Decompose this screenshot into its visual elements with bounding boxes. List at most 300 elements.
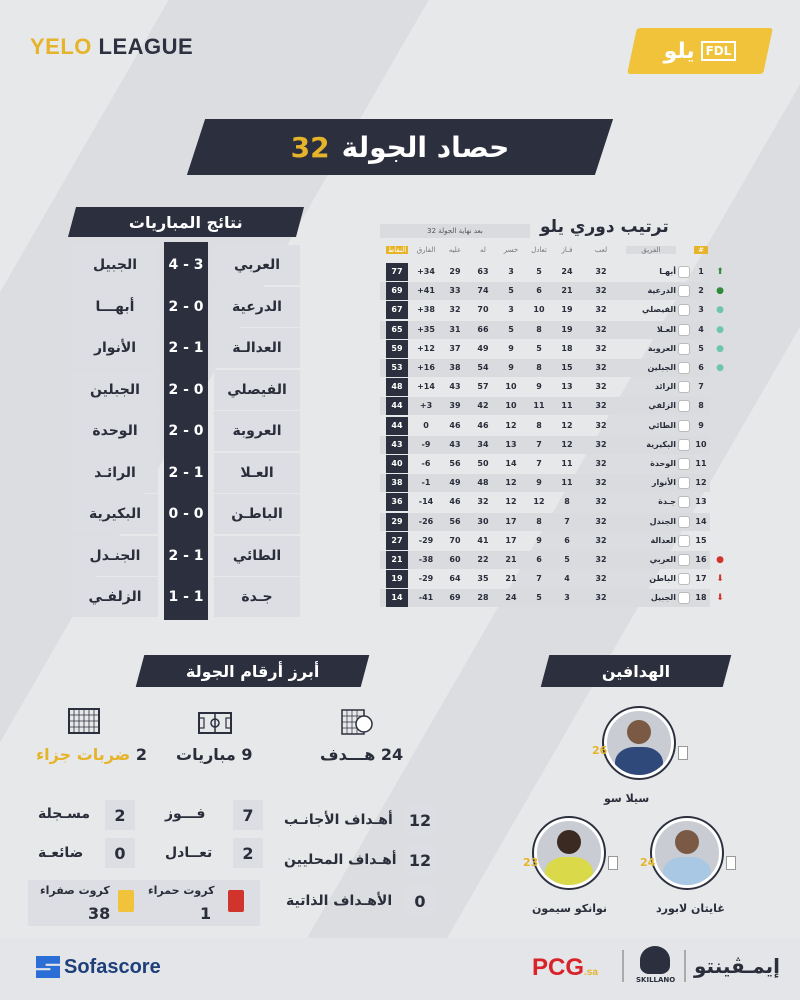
pts-cell: 19 <box>386 570 408 588</box>
ga-cell: 64 <box>449 574 461 584</box>
goals-label: هـــدف <box>320 745 376 764</box>
table-row <box>380 455 710 473</box>
team-cell: الفيصلي <box>641 305 676 315</box>
team-cell: الزلفي <box>648 401 676 411</box>
drawn-cell: 7 <box>536 574 542 584</box>
table-row <box>380 263 710 281</box>
team-cell: الباطن <box>649 574 676 584</box>
drawn-cell: 8 <box>536 324 542 334</box>
home-team: الدرعية <box>214 287 300 327</box>
pcg-sub: .sa <box>584 967 598 978</box>
lost-cell: 3 <box>508 267 514 276</box>
table-row <box>380 493 710 511</box>
foreign-goals-label: أهـداف الأجانـب <box>284 812 393 828</box>
gf-cell: 74 <box>477 286 489 296</box>
rank-cell: 18 <box>695 593 707 603</box>
away-team: الجنـدل <box>72 536 158 576</box>
played-cell: 32 <box>595 267 607 276</box>
drawn-cell: 9 <box>536 478 542 488</box>
scorers-heading <box>541 655 732 687</box>
team-cell: العربي <box>649 555 676 564</box>
ga-cell: 31 <box>449 324 461 334</box>
local-goals-value: 12 <box>405 845 435 875</box>
club-badge-icon <box>678 400 690 412</box>
stats-heading <box>136 655 370 687</box>
standings-heading: ترتيب دوري يلو <box>540 217 669 237</box>
club-badge-icon <box>678 535 690 547</box>
gf-cell: 35 <box>477 574 489 584</box>
team-cell: جـدة <box>658 497 676 507</box>
col-won: فـاز <box>561 246 573 254</box>
lost-cell: 24 <box>505 593 517 603</box>
lost-cell: 5 <box>508 324 514 334</box>
table-row <box>380 359 710 377</box>
pcg-logo <box>532 954 598 982</box>
gf-cell: 34 <box>477 439 489 449</box>
page-title <box>196 119 604 175</box>
rank-cell: 2 <box>698 286 704 296</box>
matches-label: مباريات <box>176 745 236 764</box>
logo-league-text: LEAGUE <box>91 34 194 59</box>
own-goals-label: الأهـداف الذاتية <box>286 893 393 909</box>
player-3-first: نوانكو <box>574 902 608 915</box>
pitch-icon <box>198 712 232 734</box>
rank-cell: 9 <box>698 420 704 430</box>
pts-cell: 59 <box>386 340 408 358</box>
club-badge-icon <box>678 343 690 355</box>
lost-cell: 14 <box>505 459 517 468</box>
ga-cell: 43 <box>449 382 461 392</box>
match-row <box>72 577 300 617</box>
goals-stat <box>320 745 403 764</box>
fdl-logo-arabic: يلو <box>663 38 695 64</box>
lost-cell: 12 <box>505 478 517 488</box>
yellow-cards-label: كروت صفراء <box>40 884 110 897</box>
yelo-league-logo <box>30 34 193 60</box>
red-card-icon <box>228 890 244 912</box>
team-cell: العروبة <box>647 343 676 353</box>
gf-cell: 54 <box>477 363 489 372</box>
gf-cell: 30 <box>477 516 489 526</box>
player-3-name <box>532 902 607 915</box>
home-team: العربي <box>214 245 300 285</box>
match-score: 2 - 1 <box>164 453 208 493</box>
sofascore-logo: Sofascore <box>64 956 161 978</box>
played-cell: 32 <box>595 286 607 296</box>
club-badge-icon <box>678 381 690 393</box>
won-cell: 12 <box>561 439 573 449</box>
diff-cell: -26 <box>418 516 434 526</box>
pts-cell: 53 <box>386 359 408 377</box>
match-score: 2 - 1 <box>164 328 208 368</box>
rank-cell: 14 <box>695 516 707 526</box>
footer-divider-2 <box>684 950 686 982</box>
skillano-icon <box>640 946 670 974</box>
lost-cell: 9 <box>508 363 514 372</box>
match-score: 2 - 0 <box>164 287 208 327</box>
won-cell: 18 <box>561 343 573 353</box>
played-cell: 32 <box>595 555 607 564</box>
player-1-name <box>604 792 649 805</box>
drawn-cell: 10 <box>533 305 545 315</box>
match-row <box>72 536 300 576</box>
diff-cell: -41 <box>418 593 434 603</box>
player-2-club-badge <box>726 856 736 870</box>
won-cell: 4 <box>564 574 570 584</box>
red-cards-value: 1 <box>200 904 212 923</box>
drawn-cell: 7 <box>536 439 542 449</box>
player-3-goals: 23 <box>523 856 539 869</box>
player-2-goals: 24 <box>640 856 656 869</box>
scorers-heading-text: الهدافين <box>601 661 671 681</box>
draws-label: تعــادل <box>165 845 213 861</box>
diff-cell: +3 <box>419 401 433 411</box>
home-team: جـدة <box>214 577 300 617</box>
played-cell: 32 <box>595 516 607 526</box>
away-team: الأنوار <box>72 328 158 368</box>
player-3-last: سيمون <box>532 902 571 915</box>
won-cell: 15 <box>561 363 573 372</box>
ball-net-icon <box>340 708 374 736</box>
trend-down-icon: ⬇ <box>716 574 724 585</box>
matches-value: 9 <box>241 745 253 764</box>
won-cell: 24 <box>561 267 573 276</box>
played-cell: 32 <box>595 382 607 392</box>
gf-cell: 46 <box>477 420 489 430</box>
played-cell: 32 <box>595 363 607 372</box>
won-cell: 3 <box>564 593 570 603</box>
rank-cell: 4 <box>698 324 704 334</box>
won-cell: 21 <box>561 286 573 296</box>
player-photo-1 <box>604 708 674 778</box>
player-1-club-badge <box>678 746 688 760</box>
rank-cell: 17 <box>695 574 707 584</box>
table-row <box>380 551 710 569</box>
col-team: الفريق <box>626 246 676 254</box>
club-badge-icon <box>678 516 690 528</box>
drawn-cell: 12 <box>533 497 545 507</box>
wins-value: 7 <box>233 800 263 830</box>
team-cell: الجندل <box>649 516 676 526</box>
lost-cell: 3 <box>508 305 514 315</box>
match-score: 0 - 0 <box>164 494 208 534</box>
penalties-value: 2 <box>135 745 147 764</box>
diff-cell: +35 <box>417 324 435 334</box>
gf-cell: 22 <box>477 555 489 564</box>
gf-cell: 28 <box>477 593 489 603</box>
club-badge-icon <box>678 592 690 604</box>
won-cell: 12 <box>561 420 573 430</box>
scored-pens-label: مسـجلة <box>38 806 90 822</box>
drawn-cell: 7 <box>536 459 542 468</box>
match-score: 4 - 3 <box>164 245 208 285</box>
gf-cell: 32 <box>477 497 489 507</box>
match-row <box>72 370 300 410</box>
missed-pens-label: ضائعـة <box>38 845 84 861</box>
table-row <box>380 340 710 358</box>
diff-cell: +38 <box>417 305 435 315</box>
away-team: الوحدة <box>72 411 158 451</box>
table-row <box>380 321 710 339</box>
ga-cell: 32 <box>449 305 461 315</box>
player-3-club-badge <box>608 856 618 870</box>
matches-stat <box>176 745 252 764</box>
col-lost: خسر <box>503 246 519 254</box>
yellow-cards-value: 38 <box>88 904 111 923</box>
gf-cell: 49 <box>477 343 489 353</box>
played-cell: 32 <box>595 478 607 488</box>
club-badge-icon <box>678 496 690 508</box>
table-row <box>380 417 710 435</box>
lost-cell: 5 <box>508 286 514 296</box>
player-1-first: سيلا <box>625 792 650 805</box>
lost-cell: 9 <box>508 343 514 353</box>
diff-cell: -1 <box>421 478 431 488</box>
drawn-cell: 5 <box>536 593 542 603</box>
footer-divider-1 <box>622 950 624 982</box>
table-row <box>380 282 710 300</box>
pts-cell: 48 <box>386 378 408 396</box>
local-goals-label: أهـداف المحليين <box>284 852 397 868</box>
played-cell: 32 <box>595 324 607 334</box>
col-played: لعب <box>594 246 608 254</box>
rank-cell: 16 <box>695 555 707 564</box>
gf-cell: 70 <box>477 305 489 315</box>
played-cell: 32 <box>595 420 607 430</box>
lost-cell: 17 <box>505 535 517 545</box>
team-cell: الوحدة <box>650 459 676 468</box>
pts-cell: 44 <box>386 417 408 435</box>
table-row <box>380 532 710 550</box>
pts-cell: 40 <box>386 455 408 473</box>
table-row <box>380 589 710 607</box>
pts-cell: 65 <box>386 321 408 339</box>
ga-cell: 46 <box>449 497 461 507</box>
ga-cell: 49 <box>449 478 461 488</box>
club-badge-icon <box>678 458 690 470</box>
rank-cell: 5 <box>698 343 704 353</box>
team-cell: الرائد <box>654 382 676 392</box>
won-cell: 7 <box>564 516 570 526</box>
diff-cell: -38 <box>418 555 434 564</box>
col-ga: عليه <box>448 246 462 254</box>
status-dot-icon: ● <box>716 324 724 335</box>
played-cell: 32 <box>595 574 607 584</box>
home-team: العروبة <box>214 411 300 451</box>
team-cell: العدالة <box>650 535 676 545</box>
diff-cell: -6 <box>421 459 431 468</box>
goals-value: 24 <box>380 745 404 764</box>
drawn-cell: 8 <box>536 363 542 372</box>
match-row <box>72 245 300 285</box>
ga-cell: 39 <box>449 401 461 411</box>
fdl-logo <box>627 28 773 74</box>
pcg-text: PCG <box>532 954 585 981</box>
played-cell: 32 <box>595 459 607 468</box>
results-heading <box>68 207 304 237</box>
team-cell: الجبيل <box>650 593 676 603</box>
ga-cell: 70 <box>449 535 461 545</box>
player-1-goals: 26 <box>592 744 608 757</box>
penalties-label: ضربات جزاء <box>36 745 131 764</box>
club-badge-icon <box>678 420 690 432</box>
lost-cell: 17 <box>505 516 517 526</box>
diff-cell: -14 <box>418 497 434 507</box>
player-1-last: سو <box>604 792 622 805</box>
away-team: الجبلين <box>72 370 158 410</box>
club-badge-icon <box>678 362 690 374</box>
home-team: العدالـة <box>214 328 300 368</box>
pts-cell: 38 <box>386 474 408 492</box>
lost-cell: 10 <box>505 401 517 411</box>
gf-cell: 41 <box>477 535 489 545</box>
club-badge-icon <box>678 304 690 316</box>
diff-cell: +34 <box>417 267 435 276</box>
club-badge-icon <box>678 285 690 297</box>
rank-cell: 3 <box>698 305 704 315</box>
pts-cell: 36 <box>386 493 408 511</box>
table-row <box>380 378 710 396</box>
ga-cell: 46 <box>449 420 461 430</box>
pts-cell: 77 <box>386 263 408 281</box>
col-diff: الفارق <box>416 246 436 254</box>
gf-cell: 57 <box>477 382 489 392</box>
status-dot-icon: ● <box>716 555 724 565</box>
rank-cell: 7 <box>698 382 704 392</box>
club-badge-icon <box>678 266 690 278</box>
match-score: 2 - 1 <box>164 536 208 576</box>
drawn-cell: 6 <box>536 555 542 564</box>
drawn-cell: 5 <box>536 267 542 276</box>
player-2-name <box>656 902 725 915</box>
table-row <box>380 436 710 454</box>
pts-cell: 67 <box>386 301 408 319</box>
status-dot-icon: ● <box>716 286 724 297</box>
rank-cell: 12 <box>695 478 707 488</box>
diff-cell: 0 <box>423 420 429 430</box>
pts-cell: 44 <box>386 397 408 415</box>
fdl-logo-tag: FDL <box>701 41 737 61</box>
logo-yelo-text: YELO <box>30 34 92 59</box>
scored-pens-value: 2 <box>105 800 135 830</box>
foreign-goals-value: 12 <box>405 805 435 835</box>
ga-cell: 60 <box>449 555 461 564</box>
table-row <box>380 301 710 319</box>
col-drawn: تعادل <box>531 246 547 254</box>
pts-cell: 29 <box>386 513 408 531</box>
played-cell: 32 <box>595 401 607 411</box>
lost-cell: 21 <box>505 555 517 564</box>
drawn-cell: 11 <box>533 401 545 411</box>
match-row <box>72 328 300 368</box>
played-cell: 32 <box>595 305 607 315</box>
home-team: الفيصلي <box>214 370 300 410</box>
yellow-card-icon <box>118 890 134 912</box>
diff-cell: -29 <box>418 574 434 584</box>
team-cell: العـلا <box>656 324 676 334</box>
ga-cell: 38 <box>449 363 461 372</box>
away-team: الجبيل <box>72 245 158 285</box>
col-rank: # <box>694 246 708 254</box>
ga-cell: 37 <box>449 343 461 353</box>
drawn-cell: 6 <box>536 286 542 296</box>
match-row <box>72 411 300 451</box>
trend-down-icon: ⬇ <box>716 593 724 604</box>
won-cell: 11 <box>561 459 573 468</box>
club-badge-icon <box>678 573 690 585</box>
status-dot-icon: ● <box>716 305 724 316</box>
won-cell: 19 <box>561 324 573 334</box>
trend-up-icon: ⬆ <box>716 267 724 277</box>
wins-label: فـــوز <box>165 806 206 822</box>
team-cell: البكيرية <box>646 439 676 449</box>
away-team: الزلفـي <box>72 577 158 617</box>
home-team: العـلا <box>214 453 300 493</box>
played-cell: 32 <box>595 439 607 449</box>
player-photo-2 <box>652 818 722 888</box>
gf-cell: 66 <box>477 324 489 334</box>
ga-cell: 43 <box>449 439 461 449</box>
won-cell: 11 <box>561 478 573 488</box>
club-badge-icon <box>678 554 690 566</box>
goal-net-icon <box>68 708 100 734</box>
col-pts: النقاط <box>387 246 407 254</box>
club-badge-icon <box>678 324 690 336</box>
home-team: الطائي <box>214 536 300 576</box>
played-cell: 32 <box>595 497 607 507</box>
player-2-first: غايتان <box>691 902 725 915</box>
status-dot-icon: ● <box>716 363 724 373</box>
draws-value: 2 <box>233 838 263 868</box>
lost-cell: 10 <box>505 382 517 392</box>
table-row <box>380 397 710 415</box>
stats-heading-text: أبرز أرقام الجولة <box>185 661 320 681</box>
rank-cell: 1 <box>698 267 704 276</box>
standings-subtitle: بعد نهاية الجولة 32 <box>380 224 530 238</box>
lost-cell: 12 <box>505 420 517 430</box>
pts-cell: 43 <box>386 436 408 454</box>
ga-cell: 29 <box>449 267 461 276</box>
rank-cell: 15 <box>695 535 707 545</box>
diff-cell: +12 <box>417 343 435 353</box>
table-row <box>380 570 710 588</box>
won-cell: 13 <box>561 382 573 392</box>
gf-cell: 42 <box>477 401 489 411</box>
player-photo-3 <box>534 818 604 888</box>
pts-cell: 14 <box>386 589 408 607</box>
played-cell: 32 <box>595 535 607 545</box>
rank-cell: 6 <box>698 363 704 372</box>
team-cell: الجبلين <box>647 363 676 372</box>
lost-cell: 13 <box>505 439 517 449</box>
pts-cell: 69 <box>386 282 408 300</box>
rank-cell: 8 <box>698 401 704 411</box>
drawn-cell: 8 <box>536 420 542 430</box>
won-cell: 19 <box>561 305 573 315</box>
table-row <box>380 474 710 492</box>
match-row <box>72 453 300 493</box>
lost-cell: 21 <box>505 574 517 584</box>
away-team: الرائـد <box>72 453 158 493</box>
ga-cell: 69 <box>449 593 461 603</box>
gf-cell: 48 <box>477 478 489 488</box>
missed-pens-value: 0 <box>105 838 135 868</box>
skillano-logo: SKILLANO <box>636 976 676 984</box>
match-score: 2 - 0 <box>164 370 208 410</box>
title-text: حصاد الجولة <box>341 130 510 164</box>
match-row <box>72 494 300 534</box>
won-cell: 6 <box>564 535 570 545</box>
